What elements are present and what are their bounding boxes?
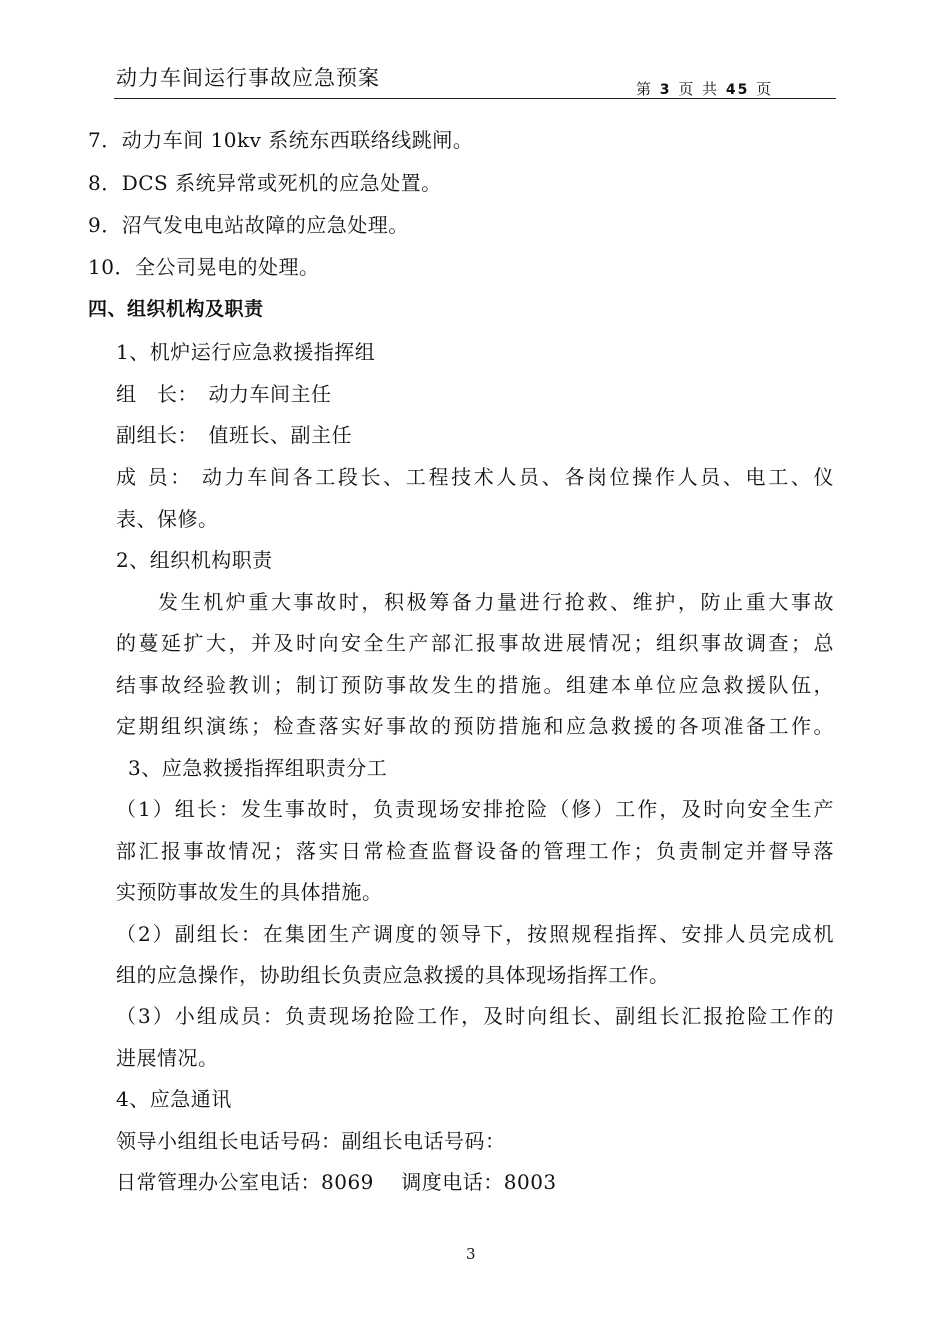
leader-line: 组 长： 动力车间主任 [116, 382, 332, 406]
section-heading-4: 四、组织机构及职责 [88, 298, 264, 320]
duty-deputy-line-2: 组的应急操作，协助组长负责应急救援的具体现场指挥工作。 [116, 963, 670, 987]
paragraph-line: 的蔓延扩大，并及时向安全生产部汇报事故进展情况；组织事故调查；总 [116, 631, 834, 655]
duty-members-line-1: （3）小组成员：负责现场抢险工作，及时向组长、副组长汇报抢险工作的 [116, 1004, 834, 1028]
subsection-4: 4、应急通讯 [116, 1087, 232, 1111]
list-item-8: 8．DCS 系统异常或死机的应急处置。 [88, 171, 442, 195]
page-indicator [636, 78, 773, 99]
phone-line-2: 日常管理办公室电话：8069 调度电话：8003 [116, 1170, 557, 1194]
deputy-line: 副组长： 值班长、副主任 [116, 423, 352, 447]
page-total: 45 [725, 82, 750, 98]
subsection-1: 1、机炉运行应急救援指挥组 [116, 340, 376, 364]
paragraph-line: 结事故经验教训；制订预防事故发生的措施。组建本单位应急救援队伍， [116, 673, 834, 697]
page-current: 3 [659, 82, 672, 98]
paragraph-line: 发生机炉重大事故时，积极筹备力量进行抢救、维护，防止重大事故 [158, 590, 834, 614]
phone-line-1: 领导小组组长电话号码：副组长电话号码： [116, 1129, 506, 1153]
duty-members-line-2: 进展情况。 [116, 1046, 219, 1070]
duty-deputy-line-1: （2）副组长：在集团生产调度的领导下，按照规程指挥、安排人员完成机 [116, 922, 834, 946]
members-line-1: 成 员： 动力车间各工段长、工程技术人员、各岗位操作人员、电工、仪 [116, 465, 834, 489]
page-suffix: 页 [756, 80, 774, 98]
page-prefix: 第 [636, 80, 654, 98]
header-rule [114, 98, 836, 99]
document-title: 动力车间运行事故应急预案 [116, 66, 380, 90]
members-line-2: 表、保修。 [116, 507, 219, 531]
list-item-7: 7．动力车间 10kv 系统东西联络线跳闸。 [88, 128, 474, 152]
page-number: 3 [466, 1245, 476, 1263]
duty-leader-line-1: （1）组长：发生事故时，负责现场安排抢险（修）工作，及时向安全生产 [116, 797, 834, 821]
list-item-10: 10．全公司晃电的处理。 [88, 255, 320, 279]
paragraph-line: 定期组织演练；检查落实好事故的预防措施和应急救援的各项准备工作。 [116, 714, 834, 738]
duty-leader-line-3: 实预防事故发生的具体措施。 [116, 880, 383, 904]
page-mid: 页 共 [678, 80, 720, 98]
subsection-2: 2、组织机构职责 [116, 548, 273, 572]
subsection-3: 3、应急救援指挥组职责分工 [128, 756, 388, 780]
list-item-9: 9．沼气发电电站故障的应急处理。 [88, 213, 409, 237]
duty-leader-line-2: 部汇报事故情况；落实日常检查监督设备的管理工作；负责制定并督导落 [116, 839, 834, 863]
